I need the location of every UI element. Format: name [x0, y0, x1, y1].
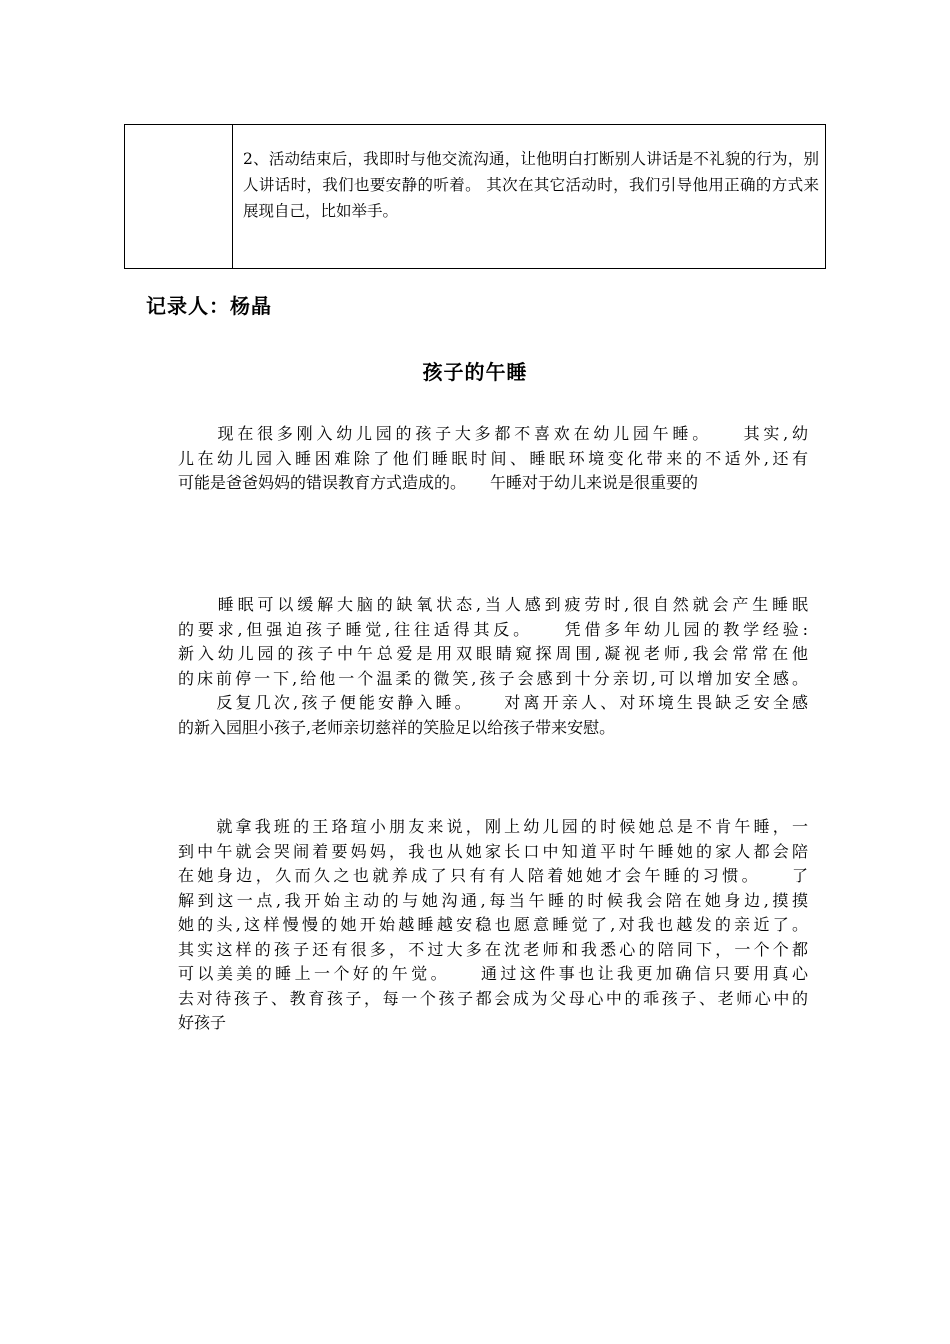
record-table	[124, 124, 826, 269]
paragraph-3	[178, 815, 808, 1036]
table-right-cell: 2、活动结束后，我即时与他交流沟通，让他明白打断别人讲话是不礼貌的行为，别人讲话时，我们也要安静的听着。 其次在其它活动时，我们引导他用正确的方式来展现自己，比如举手。	[243, 150, 819, 220]
paragraph-line: 在她身边，久而久之也就养成了只有有人陪着她她才会午睡的习惯。 了	[178, 866, 808, 885]
paragraph-line: 可能是爸爸妈妈的错误教育方式造成的。 午睡对于幼儿来说是很重要的	[178, 473, 699, 492]
paragraph-line: 反复几次,孩子便能安静入睡。 对离开亲人、对环境生畏缺乏安全感	[178, 693, 808, 712]
paragraph-line: 去对待孩子、教育孩子，每一个孩子都会成为父母心中的乖孩子、老师心中的	[178, 988, 808, 1008]
paragraph-line: 解到这一点,我开始主动的与她沟通,每当午睡的时候我会陪在她身边,摸摸	[178, 890, 808, 910]
paragraph-line: 的新入园胆小孩子,老师亲切慈祥的笑脸足以给孩子带来安慰。	[178, 717, 616, 737]
paragraph-line: 就拿我班的王珞瑄小朋友来说，刚上幼儿园的时候她总是不肯午睡，一	[178, 817, 808, 836]
paragraph-line: 睡眠可以缓解大脑的缺氧状态,当人感到疲劳时,很自然就会产生睡眠	[178, 595, 808, 614]
paragraph-line: 的要求,但强迫孩子睡觉,往往适得其反。 凭借多年幼儿园的教学经验:	[178, 619, 808, 639]
paragraph-line: 的床前停一下,给他一个温柔的微笑,孩子会感到十分亲切,可以增加安全感。	[178, 668, 808, 688]
table-left-cell	[125, 125, 233, 268]
paragraph-2	[178, 593, 808, 740]
paragraph-line: 现在很多刚入幼儿园的孩子大多都不喜欢在幼儿园午睡。 其实,幼	[178, 424, 808, 443]
paragraph-line: 可以美美的睡上一个好的午觉。 通过这件事也让我更加确信只要用真心	[178, 964, 808, 983]
paragraph-line: 新入幼儿园的孩子中午总爱是用双眼睛窥探周围,凝视老师,我会常常在他	[178, 644, 808, 663]
recorder-label: 记录人：杨晶	[146, 294, 272, 318]
paragraph-line: 其实这样的孩子还有很多，不过大多在沈老师和我悉心的陪同下，一个个都	[178, 939, 808, 959]
article-title: 孩子的午睡	[422, 360, 528, 384]
paragraph-line: 好孩子	[178, 1013, 227, 1032]
paragraph-line: 她的头,这样慢慢的她开始越睡越安稳也愿意睡觉了,对我也越发的亲近了。	[178, 915, 808, 934]
paragraph-1	[178, 422, 808, 496]
paragraph-line: 到中午就会哭闹着要妈妈，我也从她家长口中知道平时午睡她的家人都会陪	[178, 841, 808, 861]
paragraph-line: 儿在幼儿园入睡困难除了他们睡眠时间、睡眠环境变化带来的不适外,还有	[178, 448, 808, 468]
